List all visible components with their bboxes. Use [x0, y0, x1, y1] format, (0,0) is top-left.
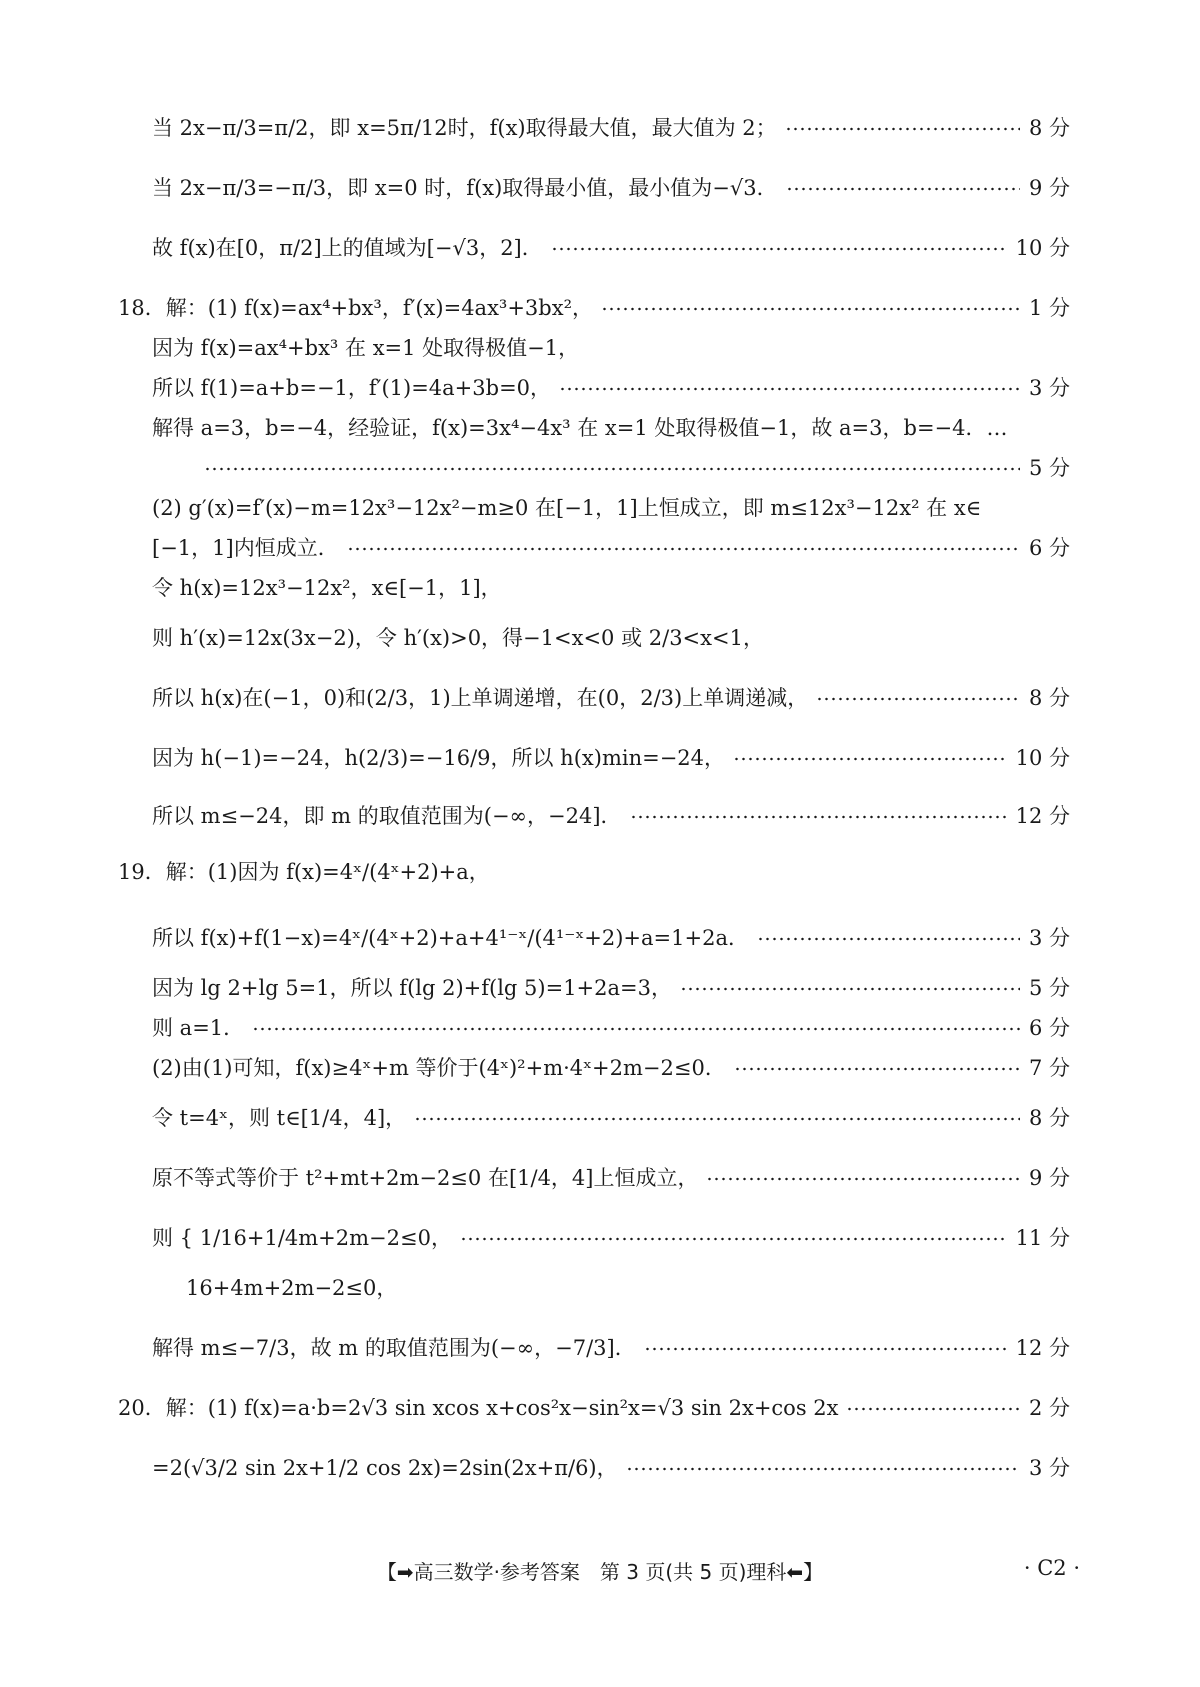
line-score: 11 分 [1015, 1226, 1070, 1251]
line-text: 所以 m≤−24，即 m 的取值范围为(−∞，−24]． [152, 804, 622, 829]
line-text: 所以 h(x)在(−1，0)和(2/3，1)上单调递增，在(0，2/3)上单调递减， [152, 686, 809, 711]
line-text: [−1，1]内恒成立． [152, 536, 339, 561]
footer-code: · C2 · [1023, 1556, 1080, 1580]
answer-line [152, 732, 1070, 786]
footer-title: 【➡高三数学·参考答案 第 3 页(共 5 页)理科⬅】 [376, 1560, 824, 1584]
dot-leader [816, 697, 1020, 701]
answer-line [152, 612, 1070, 666]
line-text: 因为 h(−1)=−24，h(2/3)=−16/9，所以 h(x)min=−24， [152, 746, 726, 771]
dot-leader [601, 307, 1020, 311]
line-text: 所以 f(1)=a+b=−1，f′(1)=4a+3b=0， [152, 376, 552, 401]
line-text: 18．解：(1) f(x)=ax⁴+bx³，f′(x)=4ax³+3bx²， [118, 296, 593, 321]
dot-leader [460, 1237, 1008, 1241]
dot-leader [559, 387, 1020, 391]
dot-leader [706, 1177, 1020, 1181]
answer-line [152, 1212, 1070, 1266]
answer-line [152, 912, 1070, 966]
line-text: 解得 a=3，b=−4，经验证，f(x)=3x⁴−4x³ 在 x=1 处取得极值−1，故 a=3，b=−4．… [152, 416, 1008, 441]
answer-line [152, 790, 1070, 844]
line-score: 3 分 [1028, 926, 1070, 951]
line-text: 所以 f(x)+f(1−x)=4ˣ/(4ˣ+2)+a+4¹⁻ˣ/(4¹⁻ˣ+2)+a=1+2a． [152, 926, 749, 951]
answer-line [152, 1092, 1070, 1146]
line-score: 9 分 [1028, 1166, 1070, 1191]
line-text: 则 { 1/16+1/4m+2m−2≤0， [152, 1226, 452, 1251]
answer-line [118, 846, 1070, 900]
answer-line [152, 162, 1070, 216]
line-text: 19．解：(1)因为 f(x)=4ˣ/(4ˣ+2)+a， [118, 860, 490, 885]
dot-leader [347, 547, 1020, 551]
line-text: 原不等式等价于 t²+mt+2m−2≤0 在[1/4，4]上恒成立， [152, 1166, 699, 1191]
line-text: 令 t=4ˣ，则 t∈[1/4，4]， [152, 1106, 407, 1131]
answer-line [152, 1042, 1070, 1096]
line-text: 20．解：(1) f(x)=a·b=2√3 sin xcos x+cos²x−sin²x=√3 sin 2x+cos 2x [118, 1396, 839, 1421]
line-score: 8 分 [1028, 686, 1070, 711]
line-score: 6 分 [1028, 536, 1070, 561]
line-text: 则 a=1． [152, 1016, 245, 1041]
line-score: 9 分 [1028, 176, 1070, 201]
answer-line [152, 562, 1070, 616]
line-text: 令 h(x)=12x³−12x²，x∈[−1，1]， [152, 576, 502, 601]
dot-leader [630, 815, 1008, 819]
line-score: 3 分 [1028, 376, 1070, 401]
line-text: 故 f(x)在[0，π/2]上的值域为[−√3，2]． [152, 236, 543, 261]
answer-line [152, 1322, 1070, 1376]
answer-line [118, 1382, 1070, 1436]
answer-line [152, 222, 1070, 276]
dot-leader [414, 1117, 1020, 1121]
dot-leader [551, 247, 1008, 251]
line-text: 因为 lg 2+lg 5=1，所以 f(lg 2)+f(lg 5)=1+2a=3， [152, 976, 672, 1001]
line-text: (2) g′(x)=f′(x)−m=12x³−12x²−m≥0 在[−1，1]上恒成立，即 m≤12x³−12x² 在 x∈ [152, 496, 982, 521]
line-text: 当 2x−π/3=−π/3，即 x=0 时，f(x)取得最小值，最小值为−√3． [152, 176, 778, 201]
answer-line [152, 1152, 1070, 1206]
answer-line [152, 102, 1070, 156]
dot-leader [204, 467, 1020, 471]
line-text: 16+4m+2m−2≤0， [186, 1276, 398, 1301]
answer-line [152, 1442, 1070, 1496]
dot-leader [733, 757, 1008, 761]
dot-leader [734, 1067, 1020, 1071]
dot-leader [644, 1347, 1008, 1351]
line-text: 则 h′(x)=12x(3x−2)，令 h′(x)>0，得−1<x<0 或 2/3<x<1， [152, 626, 764, 651]
dot-leader [786, 187, 1020, 191]
page-footer [0, 1548, 1200, 1588]
line-score: 7 分 [1028, 1056, 1070, 1081]
line-score: 2 分 [1028, 1396, 1070, 1421]
line-score: 6 分 [1028, 1016, 1070, 1041]
dot-leader [680, 987, 1020, 991]
line-text: 解得 m≤−7/3，故 m 的取值范围为(−∞，−7/3]． [152, 1336, 636, 1361]
line-score: 5 分 [1028, 976, 1070, 1001]
line-score: 5 分 [1028, 456, 1070, 481]
answer-line [152, 672, 1070, 726]
line-score: 3 分 [1028, 1456, 1070, 1481]
line-text: 因为 f(x)=ax⁴+bx³ 在 x=1 处取得极值−1， [152, 336, 580, 361]
line-text: =2(√3/2 sin 2x+1/2 cos 2x)=2sin(2x+π/6)， [152, 1456, 618, 1481]
answer-line [186, 1262, 886, 1316]
line-score: 10 分 [1015, 746, 1070, 771]
line-text: 当 2x−π/3=π/2，即 x=5π/12时，f(x)取得最大值，最大值为 2； [152, 116, 777, 141]
dot-leader [626, 1467, 1020, 1471]
line-score: 8 分 [1028, 116, 1070, 141]
line-text: (2)由(1)可知，f(x)≥4ˣ+m 等价于(4ˣ)²+m·4ˣ+2m−2≤0． [152, 1056, 726, 1081]
dot-leader [846, 1407, 1020, 1411]
line-score: 12 分 [1015, 1336, 1070, 1361]
dot-leader [785, 127, 1020, 131]
line-score: 8 分 [1028, 1106, 1070, 1131]
line-score: 10 分 [1015, 236, 1070, 261]
dot-leader [757, 937, 1020, 941]
line-score: 1 分 [1028, 296, 1070, 321]
dot-leader [252, 1027, 1020, 1031]
line-score: 12 分 [1015, 804, 1070, 829]
